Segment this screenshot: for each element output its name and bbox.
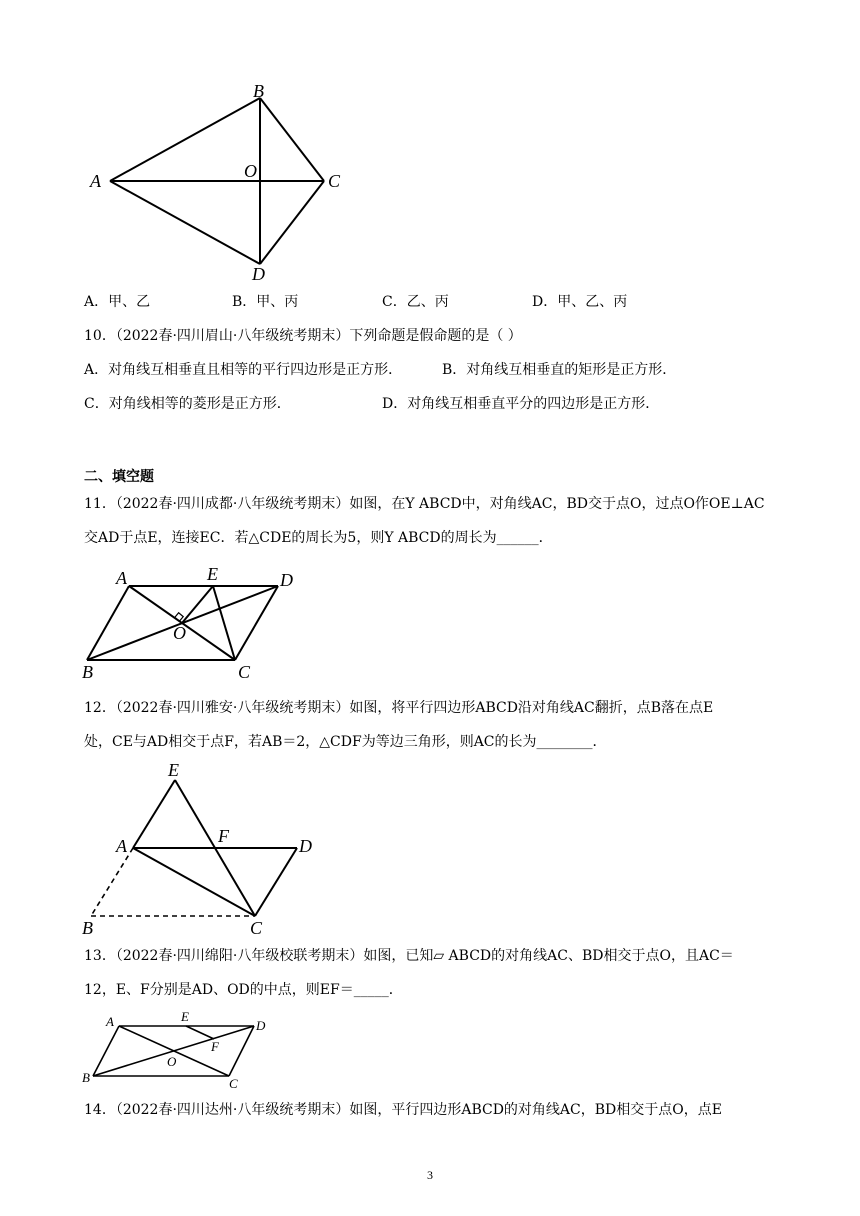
q13-label-c: C — [229, 1076, 238, 1090]
q9-option-a: A．甲、乙 — [84, 294, 151, 310]
q9-label-o: O — [244, 161, 257, 181]
q13-label-d: D — [256, 1018, 266, 1033]
q11-label-o: O — [173, 623, 186, 643]
q12-figure — [78, 756, 328, 941]
q11-line-1: 11．（2022春·四川成都·八年级统考期末）如图，在Y ABCD中，对角线AC，BD交于点O，过点O作OE⊥AC — [84, 496, 765, 512]
q13-line-2: 12，E、F分别是AD、OD的中点，则EF＝_____． — [84, 982, 403, 998]
q11-label-a: A — [116, 568, 127, 588]
q9-option-b: B．甲、丙 — [232, 294, 299, 310]
q9-label-c: C — [328, 171, 341, 191]
q13-label-f: F — [211, 1039, 219, 1054]
q12-label-c: C — [250, 918, 263, 938]
section-heading: 二、填空题 — [84, 469, 154, 485]
q12-line-1: 12．（2022春·四川雅安·八年级统考期末）如图，将平行四边形ABCD沿对角线AC翻折，点B落在点E — [84, 700, 714, 716]
q11-label-b: B — [82, 662, 93, 682]
q12-label-d: D — [299, 836, 312, 856]
q12-label-b: B — [82, 918, 93, 938]
q11-label-e: E — [207, 564, 218, 584]
q9-label-d: D — [252, 264, 265, 283]
q12-line-2: 处，CE与AD相交于点F，若AB＝2，△CDF为等边三角形，则AC的长为________． — [84, 734, 607, 750]
q11-figure — [78, 564, 308, 682]
q10-option-b: B．对角线互相垂直的矩形是正方形． — [442, 362, 677, 378]
q11-line-2: 交AD于点E，连接EC．若△CDE的周长为5，则Y ABCD的周长为______． — [84, 530, 553, 546]
q10-stem: 10．（2022春·四川眉山·八年级统考期末）下列命题是假命题的是（ ） — [84, 328, 522, 344]
q10-option-a: A．对角线互相垂直且相等的平行四边形是正方形． — [84, 362, 403, 378]
q12-label-a: A — [116, 836, 127, 856]
q13-label-b: B — [82, 1070, 90, 1085]
q13-label-a: A — [106, 1014, 114, 1029]
q9-label-b: B — [253, 81, 264, 101]
q10-option-c: C．对角线相等的菱形是正方形． — [84, 396, 291, 412]
q12-label-e: E — [168, 760, 179, 780]
q12-label-f: F — [218, 826, 229, 846]
q9-option-d: D．甲、乙、丙 — [532, 294, 628, 310]
q9-label-a: A — [90, 171, 101, 191]
q11-label-d: D — [280, 570, 293, 590]
q11-label-c: C — [238, 662, 251, 682]
q14-line-1: 14．（2022春·四川达州·八年级统考期末）如图，平行四边形ABCD的对角线AC，BD相交于点O，点E — [84, 1102, 722, 1118]
q10-option-d: D．对角线互相垂直平分的四边形是正方形． — [382, 396, 660, 412]
q13-label-o: O — [167, 1054, 177, 1069]
q13-figure — [78, 1008, 278, 1090]
q13-label-e: E — [181, 1009, 189, 1024]
q13-line-1: 13．（2022春·四川绵阳·八年级校联考期末）如图，已知▱ ABCD的对角线AC、BD相交于点O，且AC＝ — [84, 948, 734, 964]
page-number: 3 — [427, 1168, 433, 1182]
q9-figure — [84, 78, 364, 283]
q9-option-c: C．乙、丙 — [382, 294, 449, 310]
